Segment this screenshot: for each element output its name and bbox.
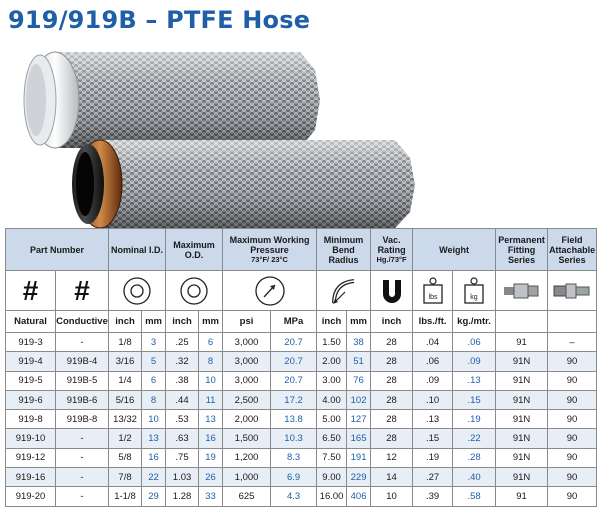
table-row xyxy=(6,468,597,487)
table-cell: 10.3 xyxy=(271,429,317,448)
field-fitting-icon xyxy=(548,271,597,311)
table-cell: - xyxy=(56,487,109,506)
table-cell: 20.7 xyxy=(271,333,317,352)
header-vac-rating-sub: Hg./73°F xyxy=(376,254,407,264)
table-cell: 22 xyxy=(142,468,166,487)
table-cell: 13/32 xyxy=(109,410,142,429)
page-title: 919/919B – PTFE Hose xyxy=(8,6,311,34)
table-cell: 91N xyxy=(496,448,548,467)
table-cell: 91 xyxy=(496,487,548,506)
table-cell: 3,000 xyxy=(223,352,271,371)
concentric-rings-icon xyxy=(109,271,166,311)
table-cell: 1,500 xyxy=(223,429,271,448)
table-cell: 625 xyxy=(223,487,271,506)
table-cell: 13.8 xyxy=(271,410,317,429)
table-cell: 90 xyxy=(548,468,597,487)
table-cell: 3,000 xyxy=(223,333,271,352)
table-cell: 5.00 xyxy=(317,410,347,429)
table-cell: 7/8 xyxy=(109,468,142,487)
table-cell: 8.3 xyxy=(271,448,317,467)
table-cell: 28 xyxy=(371,390,413,409)
table-cell: 33 xyxy=(199,487,223,506)
table-cell: .06 xyxy=(453,333,496,352)
table-cell: .15 xyxy=(413,429,453,448)
table-cell: 165 xyxy=(347,429,371,448)
table-cell: 3 xyxy=(142,333,166,352)
table-cell: - xyxy=(56,448,109,467)
header-min-bend-radius: Minimum Bend Radius xyxy=(317,229,371,271)
table-cell: .38 xyxy=(166,371,199,390)
table-row xyxy=(6,333,597,352)
table-cell: 90 xyxy=(548,429,597,448)
table-cell: 90 xyxy=(548,390,597,409)
table-cell: 4.00 xyxy=(317,390,347,409)
table-cell: 90 xyxy=(548,352,597,371)
table-cell: 51 xyxy=(347,352,371,371)
table-cell: 7.50 xyxy=(317,448,347,467)
table-cell: 127 xyxy=(347,410,371,429)
unit-cell: mm xyxy=(199,311,223,333)
table-cell: .22 xyxy=(453,429,496,448)
concentric-rings-icon xyxy=(166,271,223,311)
table-cell: 1/4 xyxy=(109,371,142,390)
table-cell: 16 xyxy=(142,448,166,467)
table-cell: 919-10 xyxy=(6,429,56,448)
table-cell: .13 xyxy=(413,410,453,429)
table-cell: 5 xyxy=(142,352,166,371)
table-cell: .40 xyxy=(453,468,496,487)
table-cell: 10 xyxy=(142,410,166,429)
table-cell: .10 xyxy=(413,390,453,409)
table-cell: 12 xyxy=(371,448,413,467)
table-cell: .13 xyxy=(453,371,496,390)
table-cell: 8 xyxy=(142,390,166,409)
table-cell: 919-16 xyxy=(6,468,56,487)
table-row xyxy=(6,410,597,429)
header-max-working-pressure-sub: 73°F/ 23°C xyxy=(251,254,288,264)
table-cell: 91N xyxy=(496,390,548,409)
table-cell: .25 xyxy=(166,333,199,352)
hose-illustration xyxy=(0,40,600,230)
table-cell: .39 xyxy=(413,487,453,506)
table-cell: 26 xyxy=(199,468,223,487)
table-cell: 91N xyxy=(496,410,548,429)
header-permanent-fitting: Permanent Fitting Series xyxy=(496,229,548,271)
table-cell: 919-5 xyxy=(6,371,56,390)
permanent-fitting-icon xyxy=(496,271,548,311)
unit-cell: mm xyxy=(142,311,166,333)
unit-cell: psi xyxy=(223,311,271,333)
table-row xyxy=(6,487,597,506)
table-cell: 102 xyxy=(347,390,371,409)
table-cell: 919-6 xyxy=(6,390,56,409)
unit-cell: mm xyxy=(347,311,371,333)
table-body xyxy=(6,333,597,507)
natural-hose-image xyxy=(24,52,320,148)
table-cell: 919-3 xyxy=(6,333,56,352)
table-cell: 919B-6 xyxy=(56,390,109,409)
table-icon-row xyxy=(6,271,597,311)
unit-cell: lbs./ft. xyxy=(413,311,453,333)
conductive-hose-image xyxy=(72,140,415,228)
table-cell: 13 xyxy=(199,410,223,429)
table-cell: 191 xyxy=(347,448,371,467)
table-cell: 1.03 xyxy=(166,468,199,487)
table-cell: 17.2 xyxy=(271,390,317,409)
table-cell: 6.50 xyxy=(317,429,347,448)
header-max-working-pressure xyxy=(223,229,317,271)
unit-cell: Conductive xyxy=(56,311,109,333)
table-cell: 16 xyxy=(199,429,223,448)
unit-cell: inch xyxy=(317,311,347,333)
table-row xyxy=(6,371,597,390)
table-row xyxy=(6,429,597,448)
hash-conductive-icon: # xyxy=(74,274,90,306)
vacuum-magnet-icon xyxy=(371,271,413,311)
bend-radius-icon xyxy=(317,271,371,311)
unit-cell: kg./mtr. xyxy=(453,311,496,333)
table-cell: 6 xyxy=(199,333,223,352)
table-cell: 1/2 xyxy=(109,429,142,448)
table-cell: 29 xyxy=(142,487,166,506)
table-cell: 91N xyxy=(496,352,548,371)
unit-cell: MPa xyxy=(271,311,317,333)
table-cell: 229 xyxy=(347,468,371,487)
table-row xyxy=(6,448,597,467)
table-cell: 919B-5 xyxy=(56,371,109,390)
table-cell: 6.9 xyxy=(271,468,317,487)
weight-kg-icon-text: kg xyxy=(470,293,478,301)
table-cell: 1/8 xyxy=(109,333,142,352)
unit-cell xyxy=(548,311,597,333)
table-cell: 919-4 xyxy=(6,352,56,371)
table-cell: 13 xyxy=(142,429,166,448)
table-cell: .27 xyxy=(413,468,453,487)
header-field-attachable: Field Attachable Series xyxy=(548,229,597,271)
table-cell: 2,500 xyxy=(223,390,271,409)
table-cell: 90 xyxy=(548,448,597,467)
table-cell: 28 xyxy=(371,333,413,352)
table-cell: 19 xyxy=(199,448,223,467)
table-cell: 91 xyxy=(496,333,548,352)
table-cell: .53 xyxy=(166,410,199,429)
pressure-gauge-icon xyxy=(223,271,317,311)
table-cell: 406 xyxy=(347,487,371,506)
table-cell: 10 xyxy=(371,487,413,506)
table-cell: - xyxy=(56,429,109,448)
table-cell: .32 xyxy=(166,352,199,371)
table-cell: .06 xyxy=(413,352,453,371)
table-cell: 90 xyxy=(548,371,597,390)
table-cell: 28 xyxy=(371,352,413,371)
table-cell: 2,000 xyxy=(223,410,271,429)
table-cell: .58 xyxy=(453,487,496,506)
table-cell: 6 xyxy=(142,371,166,390)
header-nominal-id: Nominal I.D. xyxy=(109,229,166,271)
header-max-working-pressure-label: Maximum Working Pressure xyxy=(229,234,310,255)
table-cell: 16.00 xyxy=(317,487,347,506)
table-cell: 919-8 xyxy=(6,410,56,429)
weight-lbs-icon-text: lbs xyxy=(428,293,438,301)
table-cell: 5/16 xyxy=(109,390,142,409)
table-cell: 90 xyxy=(548,410,597,429)
table-cell: 14 xyxy=(371,468,413,487)
table-cell: 9.00 xyxy=(317,468,347,487)
table-cell: 919-20 xyxy=(6,487,56,506)
hash-natural-icon: # xyxy=(22,274,39,306)
unit-cell: Natural xyxy=(6,311,56,333)
table-cell: 91N xyxy=(496,429,548,448)
table-cell: .15 xyxy=(453,390,496,409)
table-cell: 10 xyxy=(199,371,223,390)
specifications-table xyxy=(5,228,597,507)
table-cell: 5/8 xyxy=(109,448,142,467)
table-cell: 20.7 xyxy=(271,352,317,371)
table-cell: .19 xyxy=(453,410,496,429)
table-cell: 4.3 xyxy=(271,487,317,506)
table-cell: 1,200 xyxy=(223,448,271,467)
table-cell: 1.50 xyxy=(317,333,347,352)
unit-cell: inch xyxy=(109,311,142,333)
table-header-row xyxy=(6,229,597,271)
table-cell: 919B-4 xyxy=(56,352,109,371)
unit-cell xyxy=(496,311,548,333)
table-cell: – xyxy=(548,333,597,352)
table-cell: 28 xyxy=(371,410,413,429)
table-cell: - xyxy=(56,333,109,352)
table-cell: 919B-8 xyxy=(56,410,109,429)
table-cell: 3,000 xyxy=(223,371,271,390)
header-vac-rating xyxy=(371,229,413,271)
table-cell: 919-12 xyxy=(6,448,56,467)
header-part-number: Part Number xyxy=(6,229,109,271)
table-cell: 1-1/8 xyxy=(109,487,142,506)
table-units-row xyxy=(6,311,597,333)
table-cell: 3.00 xyxy=(317,371,347,390)
table-cell: 76 xyxy=(347,371,371,390)
table-cell: .09 xyxy=(413,371,453,390)
table-cell: .28 xyxy=(453,448,496,467)
header-weight: Weight xyxy=(413,229,496,271)
table-cell: .19 xyxy=(413,448,453,467)
table-cell: 91N xyxy=(496,468,548,487)
table-cell: 2.00 xyxy=(317,352,347,371)
table-cell: 20.7 xyxy=(271,371,317,390)
table-cell: 90 xyxy=(548,487,597,506)
table-cell: 28 xyxy=(371,371,413,390)
table-row xyxy=(6,390,597,409)
table-cell: 1,000 xyxy=(223,468,271,487)
table-cell: 28 xyxy=(371,429,413,448)
table-cell: .75 xyxy=(166,448,199,467)
table-cell: .63 xyxy=(166,429,199,448)
table-cell: .04 xyxy=(413,333,453,352)
table-cell: 38 xyxy=(347,333,371,352)
header-maximum-od: Maximum O.D. xyxy=(166,229,223,271)
weight-lbs-icon xyxy=(413,271,453,311)
table-cell: .44 xyxy=(166,390,199,409)
weight-kg-icon xyxy=(453,271,496,311)
unit-cell: inch xyxy=(371,311,413,333)
table-cell: 11 xyxy=(199,390,223,409)
table-cell: 91N xyxy=(496,371,548,390)
table-row xyxy=(6,352,597,371)
table-cell: 8 xyxy=(199,352,223,371)
table-cell: 1.28 xyxy=(166,487,199,506)
table-cell: .09 xyxy=(453,352,496,371)
table-cell: - xyxy=(56,468,109,487)
table-cell: 3/16 xyxy=(109,352,142,371)
header-vac-rating-label: Vac. Rating xyxy=(377,234,406,255)
unit-cell: inch xyxy=(166,311,199,333)
